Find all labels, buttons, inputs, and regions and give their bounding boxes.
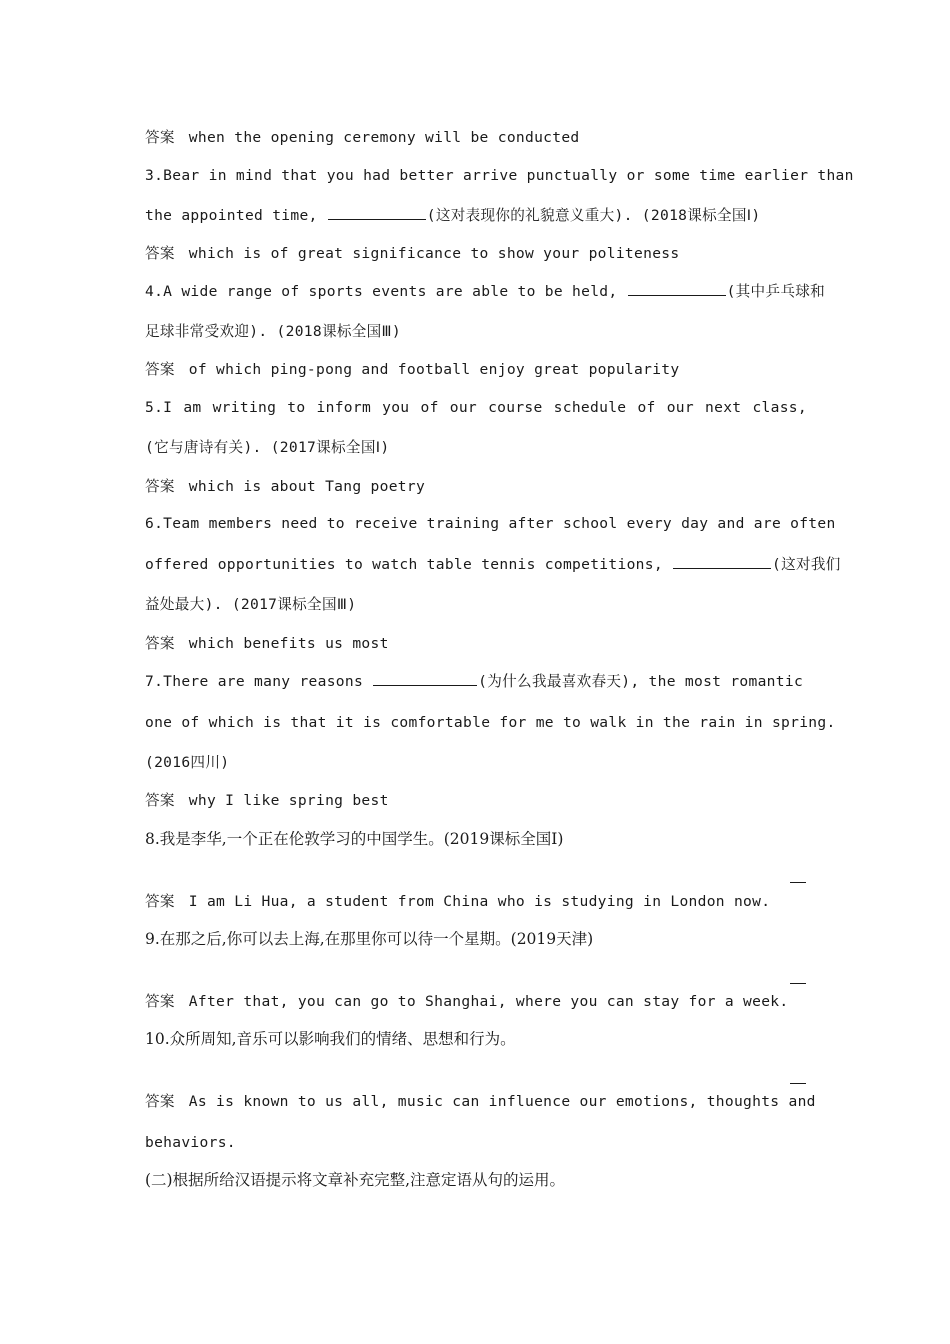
question-text: offered opportunities to watch table tennis competitions, (145, 556, 663, 573)
answer-line (145, 790, 807, 812)
answer-line (145, 633, 807, 655)
answer-text: which benefits us most (188, 635, 389, 652)
question-text: the appointed time, (145, 207, 318, 224)
answer-blank (673, 554, 771, 569)
answer-blank (373, 671, 477, 686)
question-text: 7.There are many reasons (145, 673, 364, 690)
answer-text: why I like spring best (188, 792, 389, 809)
answer-line (145, 127, 807, 149)
answer-blank-mark (790, 983, 806, 984)
question-hint: (为什么我最喜欢春天), the most romantic (478, 673, 804, 690)
answer-label: 答案 (145, 245, 175, 262)
answer-text: I am Li Hua, a student from China who is studying in London now. (188, 893, 771, 910)
question-hint: (其中乒乓球和 (726, 283, 826, 300)
answer-label: 答案 (145, 993, 175, 1010)
question-6-line-2 (145, 554, 841, 576)
answer-label: 答案 (145, 361, 175, 378)
question-3-line-1: 3.Bear in mind that you had better arrive punctually or some time earlier than (145, 167, 854, 184)
answer-line (145, 1091, 816, 1113)
answer-blank (628, 281, 726, 296)
question-5-line-1: 5.I am writing to inform you of our course schedule of our next class, (145, 399, 807, 416)
answer-line (145, 359, 807, 381)
answer-text: when the opening ceremony will be conducted (188, 129, 580, 146)
answer-blank (328, 205, 426, 220)
question-7-line-3: (2016四川) (145, 754, 230, 771)
answer-label: 答案 (145, 129, 175, 146)
answer-text: As is known to us all, music can influence our emotions, thoughts and (188, 1093, 816, 1110)
answer-blank-mark (790, 882, 806, 883)
answer-line (145, 476, 807, 498)
question-hint: (这对表现你的礼貌意义重大). (2018课标全国Ⅰ) (426, 207, 761, 224)
question-9: 9.在那之后,你可以去上海,在那里你可以待一个星期。(2019天津) (145, 930, 594, 948)
answer-text: After that, you can go to Shanghai, where you can stay for a week. (188, 993, 789, 1010)
answer-line (145, 243, 807, 265)
question-6-line-3: 益处最大). (2017课标全国Ⅲ) (145, 596, 357, 613)
question-8: 8.我是李华,一个正在伦敦学习的中国学生。(2019课标全国Ⅰ) (145, 830, 564, 848)
question-10: 10.众所周知,音乐可以影响我们的情绪、思想和行为。 (145, 1030, 516, 1048)
answer-line (145, 991, 807, 1013)
answer-blank-mark (790, 1083, 806, 1084)
question-3-line-2 (145, 205, 807, 227)
question-7-line-2: one of which is that it is comfortable for me to walk in the rain in spring. (145, 714, 836, 731)
answer-label: 答案 (145, 635, 175, 652)
question-7-line-1 (145, 671, 807, 693)
answer-label: 答案 (145, 792, 175, 809)
question-text: 4.A wide range of sports events are able to be held, (145, 283, 618, 300)
question-4-line-1 (145, 281, 826, 303)
question-5-line-2: (它与唐诗有关). (2017课标全国Ⅰ) (145, 439, 390, 456)
answer-label: 答案 (145, 1093, 175, 1110)
question-6-line-1: 6.Team members need to receive training after school every day and are often (145, 515, 836, 532)
section-heading: (二)根据所给汉语提示将文章补充完整,注意定语从句的运用。 (145, 1171, 566, 1189)
answer-text: which is about Tang poetry (188, 478, 426, 495)
answer-text: of which ping-pong and football enjoy great popularity (188, 361, 680, 378)
answer-text-continued: behaviors. (145, 1134, 236, 1151)
answer-label: 答案 (145, 478, 175, 495)
question-hint: (这对我们 (772, 556, 841, 573)
answer-line (145, 891, 807, 913)
answer-label: 答案 (145, 893, 175, 910)
question-4-line-2: 足球非常受欢迎). (2018课标全国Ⅲ) (145, 323, 401, 340)
answer-text: which is of great significance to show your politeness (188, 245, 680, 262)
